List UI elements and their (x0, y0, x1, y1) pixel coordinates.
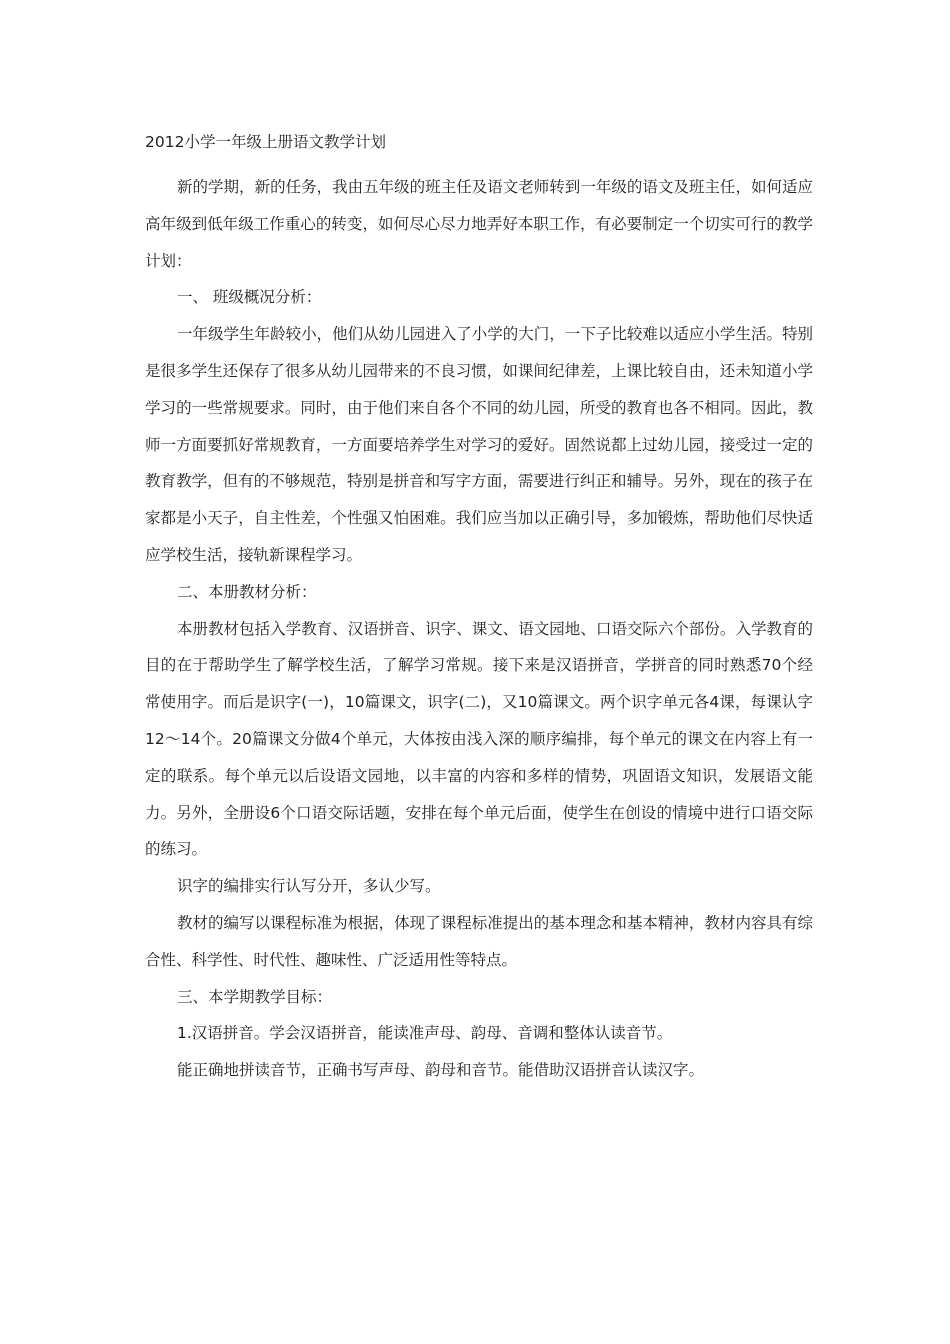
intro-paragraph: 新的学期，新的任务，我由五年级的班主任及语文老师转到一年级的语文及班主任，如何适应高年级到低年级工作重心的转变，如何尽心尽力地弄好本职工作，有必要制定一个切实可行的教学计划： (145, 178, 813, 270)
section-heading-textbook-analysis: 二、本册教材分析： (177, 582, 317, 601)
textbook-features-paragraph: 教材的编写以课程标准为根据，体现了课程标准提出的基本理念和基本精神，教材内容具有综合性、科学性、时代性、趣味性、广泛适用性等特点。 (145, 913, 813, 969)
textbook-analysis-paragraph: 本册教材包括入学教育、汉语拼音、识字、课文、语文园地、口语交际六个部份。入学教育的目的在于帮助学生了解学校生活，了解学习常规。接下来是汉语拼音，学拼音的同时熟悉70个经常使用字。而后是识字(一)，10篇课文，识字(二)，又10篇课文。两个识字单元各4课，每课认字12～14个。20篇课文分做4个单元，大体按由浅入深的顺序编排，每个单元的课文在内容上有一定的联系。每个单元以后设语文园地，以丰富的内容和多样的情势，巩固语文知识，发展语文能力。另外，全册设6个口语交际话题，安排在每个单元后面，使学生在创设的情境中进行口语交际的练习。 (145, 619, 813, 859)
title-spacer (145, 156, 813, 169)
document-title: 2012小学一年级上册语文教学计划 (145, 133, 386, 151)
class-analysis-paragraph: 一年级学生年龄较小，他们从幼儿园进入了小学的大门，一下子比较难以适应小学生活。特别是很多学生还保存了很多从幼儿园带来的不良习惯，如课间纪律差，上课比较自由，还未知道小学学习的一些常规要求。同时，由于他们来自各个不同的幼儿园，所受的教育也各不相同。因此，教师一方面要抓好常规教育，一方面要培养学生对学习的爱好。固然说都上过幼儿园，接受过一定的教育教学，但有的不够规范，特别是拼音和写字方面，需要进行纠正和辅导。另外，现在的孩子在家都是小天子，自主性差，个性强又怕困难。我们应当加以正确引导，多加锻炼，帮助他们尽快适应学校生活，接轨新课程学习。 (145, 325, 813, 564)
literacy-arrangement-paragraph: 识字的编排实行认写分开，多认少写。 (177, 877, 441, 896)
section-heading-class-analysis: 一、 班级概况分析： (177, 288, 322, 307)
document-body (145, 128, 813, 1089)
goal-pinyin-detail-paragraph: 能正确地拼读音节，正确书写声母、韵母和音节。能借助汉语拼音认读汉字。 (177, 1061, 705, 1080)
goal-pinyin-paragraph: 1.汉语拼音。学会汉语拼音，能读准声母、韵母、音调和整体认读音节。 (177, 1024, 673, 1043)
section-heading-teaching-goals: 三、本学期教学目标： (177, 987, 333, 1006)
